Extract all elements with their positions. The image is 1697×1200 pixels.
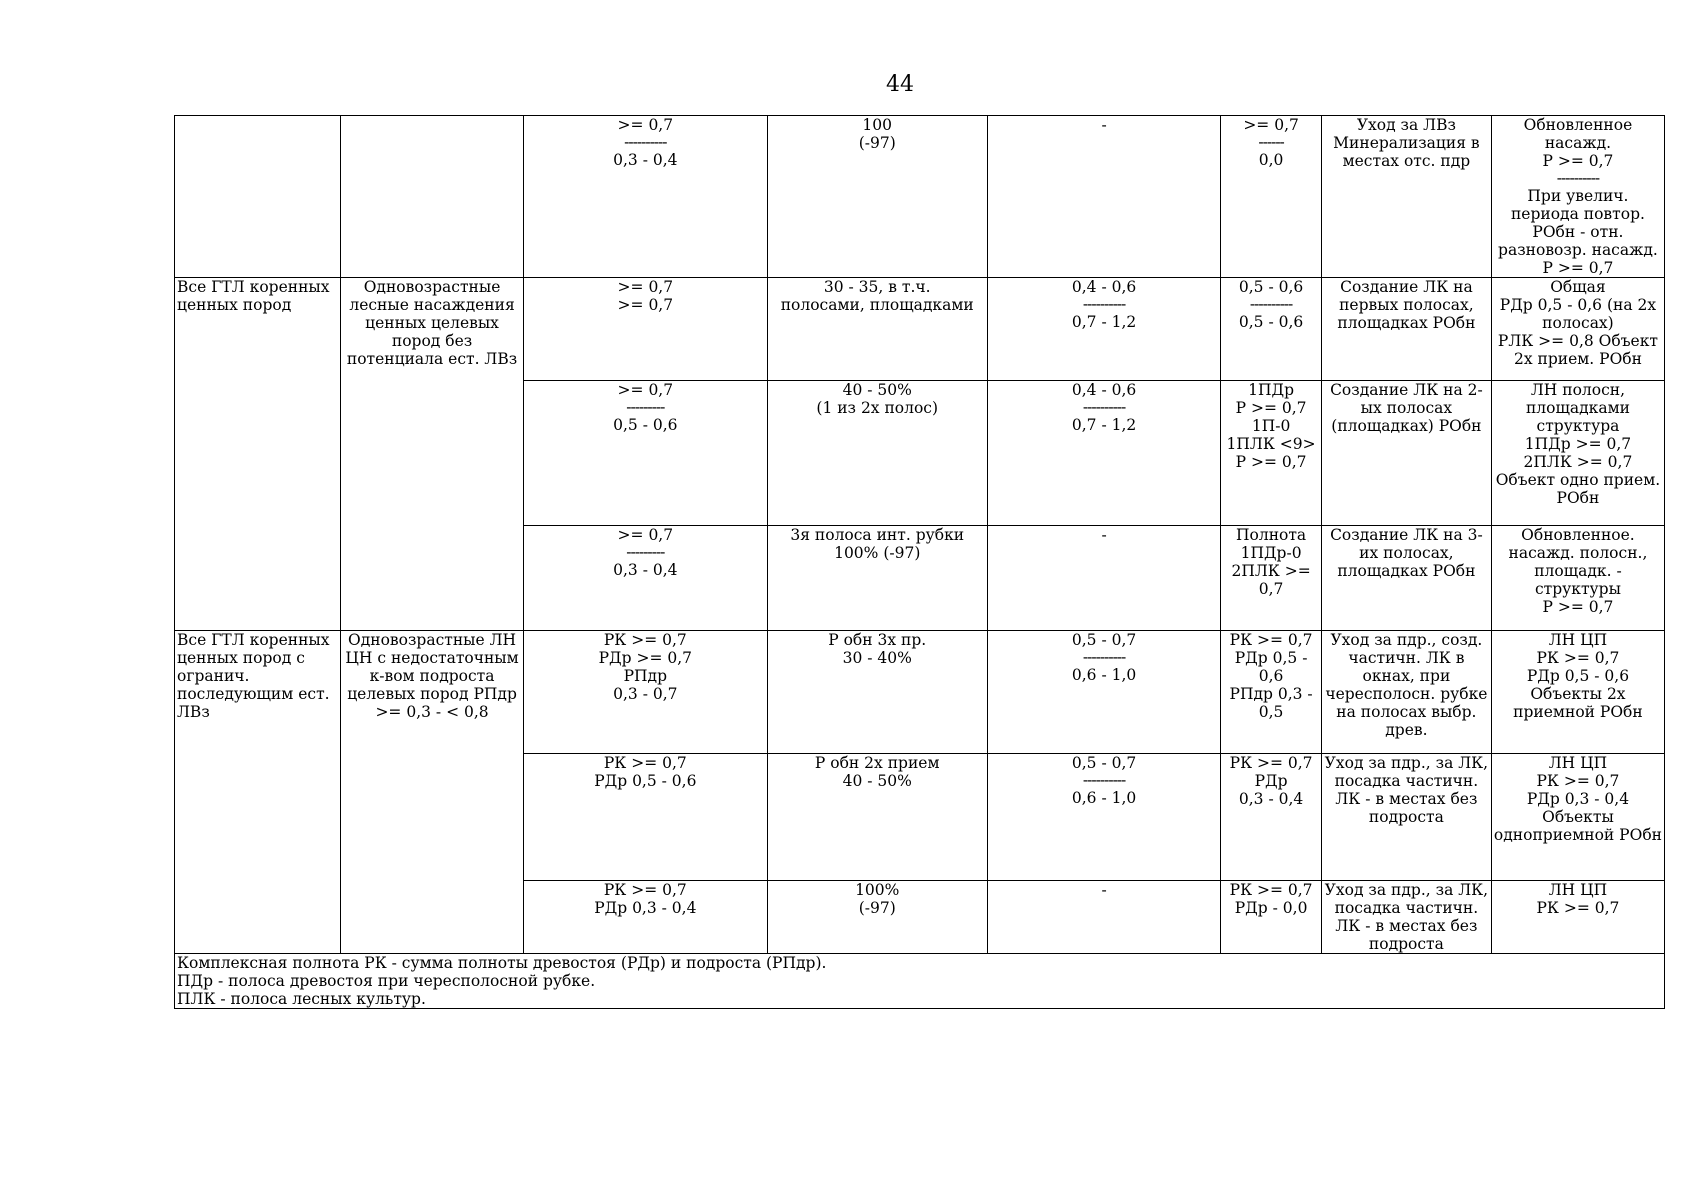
cell-line: 40 - 50% (842, 381, 912, 399)
table-row (175, 116, 1665, 278)
cell-line: Р >= 0,7 (1542, 598, 1614, 616)
cell-line: 0,0 (1258, 151, 1284, 169)
cell-line: 0,5 - 0,6 (613, 416, 678, 434)
cell-line: РПдр 0,3 - 0,5 (1229, 685, 1313, 721)
value-cell-7 (1321, 116, 1491, 278)
value-cell-3 (524, 116, 767, 278)
value-cell-3 (524, 754, 767, 881)
value-cell-7 (1321, 754, 1491, 881)
value-cell-8 (1491, 116, 1664, 278)
cell-line: 1П-0 (1251, 417, 1291, 435)
cell-line: РК >= 0,7 (603, 631, 687, 649)
cell-line: РДр (1254, 772, 1288, 790)
cell-line: ЛН ЦП (1548, 881, 1608, 899)
table-row (175, 631, 1665, 754)
value-cell-5 (987, 881, 1220, 954)
value-cell-8 (1491, 526, 1664, 631)
value-cell-3 (524, 631, 767, 754)
value-cell-4 (767, 278, 987, 381)
value-cell-7 (1321, 631, 1491, 754)
cell-line: 0,5 - 0,6 (1238, 313, 1304, 331)
forest-type-cell (175, 116, 341, 278)
cell-line: РДр 0,5 - 0,6 (594, 772, 697, 790)
cell-line: Уход за пдр., созд. частичн. ЛК в окнах, при чересполосн. рубке на полосах выбр. древ. (1325, 631, 1488, 739)
cell-line: РК >= 0,7 (1229, 881, 1313, 899)
cell-line: 0,5 - 0,7 (1071, 631, 1137, 649)
note-line: ПЛК - полоса лесных культур. (177, 990, 426, 1008)
value-cell-3 (524, 881, 767, 954)
value-cell-7 (1321, 278, 1491, 381)
cell-line: Р >= 0,7 (1235, 453, 1307, 471)
table-row (175, 278, 1665, 381)
cell-line: 40 - 50% (842, 772, 912, 790)
cell-line: Р обн 2х прием (814, 754, 940, 772)
value-cell-7 (1321, 526, 1491, 631)
cell-line: РДр 0,3 - 0,4 (1526, 790, 1630, 808)
value-cell-8 (1491, 754, 1664, 881)
cell-line: РК >= 0,7 (603, 881, 687, 899)
value-cell-5 (987, 381, 1220, 526)
value-cell-8 (1491, 631, 1664, 754)
value-cell-6 (1221, 881, 1322, 954)
cell-line: 0,7 - 1,2 (1071, 416, 1137, 434)
cell-line: ЛН ЦП (1548, 754, 1608, 772)
cell-line: 100% (855, 881, 900, 899)
value-cell-3 (524, 526, 767, 631)
value-cell-6 (1221, 381, 1322, 526)
value-cell-6 (1221, 116, 1322, 278)
table-notes (175, 954, 1665, 1009)
cell-line: полосами, площадками (780, 296, 974, 314)
cell-line: 0,3 - 0,4 (613, 151, 678, 169)
silviculture-table (174, 115, 1665, 1009)
cell-line: 1ПДр >= 0,7 (1524, 435, 1632, 453)
page-number: 44 (886, 72, 914, 97)
cell-line: 0,3 - 0,4 (613, 561, 678, 579)
cell-line: ---------- (624, 133, 667, 151)
cell-line: 100 (862, 116, 893, 134)
cell-line: (-97) (858, 134, 896, 152)
value-cell-4 (767, 881, 987, 954)
cell-line: Создание ЛК на первых полосах, площадках РОбн (1337, 278, 1476, 332)
cell-line: 0,3 - 0,4 (1238, 790, 1304, 808)
cell-line: Обновленное насажд. (1523, 116, 1633, 152)
cell-line: 0,5 - 0,6 (1238, 278, 1304, 296)
cell-line: РЛК >= 0,8 Объект 2х прием. РОбн (1497, 332, 1658, 368)
value-cell-7 (1321, 381, 1491, 526)
cell-line: >= 0,7 (1243, 116, 1299, 134)
cell-line: (-97) (858, 899, 896, 917)
cell-line: (1 из 2х полос) (816, 399, 939, 417)
cell-line: Уход за ЛВз Минерализация в местах отс. пдр (1333, 116, 1480, 170)
cell-line: 0,5 - 0,7 (1071, 754, 1137, 772)
cell-line: - (1101, 116, 1107, 134)
cell-line: РДр >= 0,7 (598, 649, 693, 667)
cell-line: При увелич. периода повтор. РОбн - отн. разновозр. насажд. Р >= 0,7 (1498, 187, 1658, 277)
cell-line: ---------- (1556, 169, 1600, 187)
value-cell-5 (987, 526, 1220, 631)
cell-line: 1ПДр-0 (1240, 544, 1302, 562)
value-cell-4 (767, 754, 987, 881)
cell-line: ---------- (1082, 295, 1126, 313)
forest-type-cell: Все ГТЛ коренных ценных пород (175, 278, 341, 631)
cell-line: Обновленное. насажд. полосн., площадк. - структуры (1508, 526, 1648, 598)
cell-line: >= 0,7 (617, 526, 674, 544)
cell-line: - (1101, 881, 1107, 899)
cell-line: 30 - 40% (842, 649, 912, 667)
value-cell-5 (987, 278, 1220, 381)
cell-line: 0,6 - 1,0 (1071, 789, 1137, 807)
notes-row (175, 954, 1665, 1009)
cell-line: ---------- (1249, 295, 1293, 313)
cell-line: Общая (1550, 278, 1606, 296)
cell-line: >= 0,7 (617, 278, 674, 296)
value-cell-4 (767, 526, 987, 631)
value-cell-6 (1221, 278, 1322, 381)
value-cell-6 (1221, 526, 1322, 631)
cell-line: 2ПЛК >= 0,7 Объект одно прием. РОбн (1495, 453, 1661, 507)
cell-line: 3я полоса инт. рубки 100% (-97) (790, 526, 965, 562)
cell-line: Р >= 0,7 (1235, 399, 1307, 417)
cell-line: ЛН ЦП (1548, 631, 1608, 649)
cell-line: РК >= 0,7 (1229, 754, 1313, 772)
cell-line: РК >= 0,7 (1536, 772, 1620, 790)
cell-line: РДр 0,5 - 0,6 (1234, 649, 1308, 685)
cell-line: --------- (626, 543, 665, 561)
value-cell-5 (987, 116, 1220, 278)
cell-line: --------- (626, 398, 665, 416)
cell-line: РК >= 0,7 (1536, 649, 1620, 667)
value-cell-3 (524, 381, 767, 526)
cell-line: 30 - 35, в т.ч. (823, 278, 931, 296)
value-cell-6 (1221, 631, 1322, 754)
value-cell-5 (987, 754, 1220, 881)
value-cell-3 (524, 278, 767, 381)
cell-line: - (1101, 526, 1107, 544)
value-cell-5 (987, 631, 1220, 754)
value-cell-8 (1491, 381, 1664, 526)
cell-line: 1ПЛК <9> (1226, 435, 1316, 453)
cell-line: Создание ЛК на 3-их полосах, площадках РОбн (1330, 526, 1483, 580)
stand-type-cell: Одновозрастные ЛН ЦН с недостаточным к-вом подроста целевых пород РПдр >= 0,3 - < 0,8 (341, 631, 524, 954)
cell-line: 0,3 - 0,7 (613, 685, 678, 703)
value-cell-4 (767, 116, 987, 278)
cell-line: РК >= 0,7 (603, 754, 687, 772)
cell-line: Уход за пдр., за ЛК, посадка частичн. ЛК - в местах без подроста (1324, 881, 1489, 953)
cell-line: Р >= 0,7 (1542, 152, 1614, 170)
value-cell-8 (1491, 278, 1664, 381)
cell-line: >= 0,7 (617, 296, 674, 314)
cell-line: РДр 0,5 - 0,6 (1526, 667, 1630, 685)
cell-line: РК >= 0,7 (1536, 899, 1620, 917)
cell-line: Полнота (1236, 526, 1307, 544)
cell-line: Объекты 2х приемной РОбн (1513, 685, 1643, 721)
cell-line: РДр - 0,0 (1234, 899, 1308, 917)
value-cell-6 (1221, 754, 1322, 881)
stand-type-cell (341, 116, 524, 278)
cell-line: РДр 0,3 - 0,4 (594, 899, 697, 917)
cell-line: Уход за пдр., за ЛК, посадка частичн. ЛК - в местах без подроста (1324, 754, 1489, 826)
cell-line: Создание ЛК на 2-ых полосах (площадках) РОбн (1330, 381, 1483, 435)
cell-line: РПдр (623, 667, 668, 685)
note-line: ПДр - полоса древостоя при чересполосной рубке. (177, 972, 596, 990)
value-cell-8 (1491, 881, 1664, 954)
cell-line: >= 0,7 (617, 116, 674, 134)
value-cell-4 (767, 631, 987, 754)
cell-line: ЛН полосн, площадками структура (1525, 381, 1630, 435)
cell-line: РДр 0,5 - 0,6 (на 2х полосах) (1499, 296, 1657, 332)
cell-line: 0,4 - 0,6 (1071, 381, 1137, 399)
cell-line: ---------- (1082, 648, 1126, 666)
cell-line: ---------- (1082, 398, 1126, 416)
cell-line: 0,7 - 1,2 (1071, 313, 1137, 331)
cell-line: 2ПЛК >= 0,7 (1231, 562, 1311, 598)
cell-line: РК >= 0,7 (1229, 631, 1313, 649)
stand-type-cell: Одновозрастные лесные насаждения ценных целевых пород без потенциала ест. ЛВз (341, 278, 524, 631)
value-cell-7 (1321, 881, 1491, 954)
cell-line: 0,6 - 1,0 (1071, 666, 1137, 684)
cell-line: ---------- (1082, 771, 1126, 789)
cell-line: >= 0,7 (617, 381, 674, 399)
forest-type-cell: Все ГТЛ коренных ценных пород с огранич. последующим ест. ЛВз (175, 631, 341, 954)
cell-line: 0,4 - 0,6 (1071, 278, 1137, 296)
cell-line: 1ПДр (1248, 381, 1295, 399)
note-line: Комплексная полнота РК - сумма полноты древостоя (РДр) и подроста (РПдр). (177, 954, 827, 972)
cell-line: ------ (1258, 133, 1284, 151)
cell-line: Р обн 3х пр. (828, 631, 927, 649)
value-cell-4 (767, 381, 987, 526)
cell-line: Объекты одноприемной РОбн (1493, 808, 1662, 844)
